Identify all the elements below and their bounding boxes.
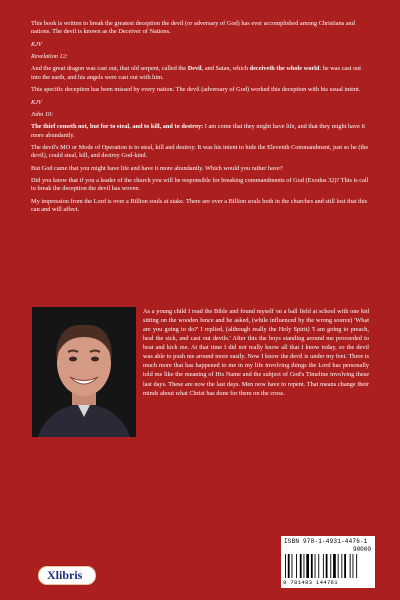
body-paragraph: Did you know that if you a leader of the church you will be responsible for breaking commandments of God (Exodus 32)? This is call to break the deception the devil has woven.	[31, 177, 369, 193]
author-portrait-graphic	[32, 307, 136, 437]
scripture-verse: The thief cometh not, but for to steal, and to kill, and to destroy: I am come that they might have life, and that they might have it more abundantly.	[31, 123, 365, 139]
body-paragraph: This specific deception has been missed by every nation. The devil (adversary of God) worked this deception with his usual intent.	[31, 86, 361, 94]
scripture-reference: Revelation 12:	[31, 53, 68, 61]
publisher-name: Xlibris	[47, 568, 83, 582]
barcode-number: 9 781493 144761	[283, 579, 338, 586]
publisher-logo	[38, 566, 96, 585]
bible-version-label: KJV	[31, 40, 42, 48]
bible-version-label: KJV	[31, 98, 42, 106]
scripture-reference: John 10:	[31, 110, 54, 118]
body-paragraph: But God came that you might have life and have it more abundantly. Which would you rather have?	[31, 164, 283, 172]
body-paragraph: My impression from the Lord is over a Billion souls at stake. There are over a Billion souls both in the churches and still lost that this can and will affect.	[31, 197, 368, 214]
back-cover-text	[31, 20, 371, 218]
price-code: 90000	[352, 546, 371, 553]
isbn-label: ISBN 978-1-4931-4476-1	[284, 538, 368, 545]
scripture-verse: And the great dragon was cast out, that old serpent, called the Devil, and Satan, which deceiveth the whole world: he was cast out into the earth, and his angels were cast out with him.	[31, 65, 362, 81]
body-paragraph: The devil's MO or Mode of Operation is to steal, kill and destroy. It was his intent to hide the Eleventh Commandment, just so he (the devil), could steal, kill, and destroy God-kind.	[31, 143, 369, 160]
author-bio: As a young child I read the Bible and found myself on a ball field at school with one kid sitting on the wooden fence and he asked, (while influenced by the wrong source) 'What are you going to do?' I replied, (although really the Holy Spirit) 'I am going to preach, heal the sick, and cast out devils.' After this the boys standing around me proceeded to beat and kick me. At that time I did not really know all that I know today, so the devil was able to push me around more easily. Now I know the devil is under my feet. There is much more that has happened to me in my life involving things the Lord has personally told me like the meaning of His Name and the subject of God's Timeline involving these last days. These are now the last days. Men now have to repent. That means change their minds about what Christ has done for them on the cross.	[143, 308, 369, 397]
isbn-barcode	[281, 536, 375, 588]
intro-paragraph: This book is written to break the greatest deception the devil (or adversary of God) has ever accomplished among Christians and nations. The devil is known as the Deceiver of Nations.	[31, 20, 355, 36]
author-photo	[32, 307, 136, 437]
